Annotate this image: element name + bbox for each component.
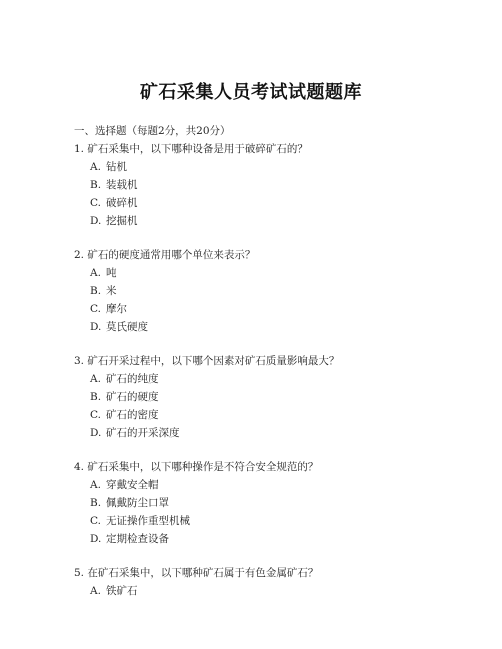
option-list: [74, 582, 474, 600]
option-b: [74, 494, 474, 512]
option-a: [74, 582, 474, 600]
option-text: 矿石的开采深度: [106, 427, 180, 439]
option-letter: D.: [90, 427, 102, 439]
option-letter: A.: [90, 479, 101, 491]
question-5: [74, 564, 474, 600]
option-c: [74, 194, 474, 212]
option-c: [74, 406, 474, 424]
option-text: 摩尔: [106, 303, 127, 315]
option-text: 米: [106, 285, 117, 297]
option-letter: A.: [90, 267, 101, 279]
option-text: 钻机: [106, 161, 127, 173]
option-letter: A.: [90, 161, 101, 173]
option-text: 破碎机: [106, 197, 138, 209]
option-b: [74, 388, 474, 406]
question-stem: 1. 矿石采集中，以下哪种设备是用于破碎矿石的？: [74, 143, 308, 155]
option-d: [74, 424, 474, 442]
option-c: [74, 300, 474, 318]
option-a: [74, 158, 474, 176]
question-2: [74, 246, 474, 336]
option-c: [74, 512, 474, 530]
question-4: [74, 458, 474, 548]
option-text: 挖掘机: [106, 215, 138, 227]
section-heading: 一、选择题（每题2分，共20分）: [74, 125, 231, 137]
option-text: 莫氏硬度: [106, 321, 148, 333]
option-letter: C.: [90, 197, 101, 209]
option-text: 吨: [106, 267, 117, 279]
question-stem: 3. 矿石开采过程中，以下哪个因素对矿石质量影响最大？: [74, 355, 340, 367]
option-letter: D.: [90, 215, 102, 227]
question-stem: 5. 在矿石采集中，以下哪种矿石属于有色金属矿石？: [74, 567, 319, 579]
option-text: 佩戴防尘口罩: [106, 497, 169, 509]
option-letter: A.: [90, 373, 101, 385]
option-letter: D.: [90, 321, 102, 333]
option-a: [74, 476, 474, 494]
question-stem: 2. 矿石的硬度通常用哪个单位来表示？: [74, 249, 256, 261]
document-body: [74, 122, 474, 600]
option-b: [74, 282, 474, 300]
option-d: [74, 318, 474, 336]
option-letter: C.: [90, 515, 101, 527]
option-list: [74, 476, 474, 548]
option-d: [74, 530, 474, 548]
question-1: [74, 140, 474, 230]
option-text: 矿石的纯度: [106, 373, 159, 385]
option-text: 无证操作重型机械: [106, 515, 190, 527]
option-list: [74, 264, 474, 336]
option-a: [74, 370, 474, 388]
option-d: [74, 212, 474, 230]
option-letter: D.: [90, 533, 102, 545]
question-3: [74, 352, 474, 442]
question-stem: 4. 矿石采集中，以下哪种操作是不符合安全规范的？: [74, 461, 319, 473]
page-title: 矿石采集人员考试试题题库: [140, 82, 362, 103]
option-a: [74, 264, 474, 282]
option-text: 定期检查设备: [106, 533, 169, 545]
option-text: 装载机: [106, 179, 138, 191]
option-list: [74, 370, 474, 442]
option-text: 穿戴安全帽: [106, 479, 159, 491]
option-letter: B.: [90, 285, 102, 297]
option-list: [74, 158, 474, 230]
option-text: 矿石的硬度: [106, 391, 159, 403]
option-letter: C.: [90, 303, 101, 315]
option-letter: B.: [90, 179, 102, 191]
option-letter: B.: [90, 391, 102, 403]
option-text: 铁矿石: [106, 585, 138, 597]
option-letter: B.: [90, 497, 102, 509]
option-letter: A.: [90, 585, 101, 597]
option-letter: C.: [90, 409, 101, 421]
option-text: 矿石的密度: [106, 409, 159, 421]
option-b: [74, 176, 474, 194]
